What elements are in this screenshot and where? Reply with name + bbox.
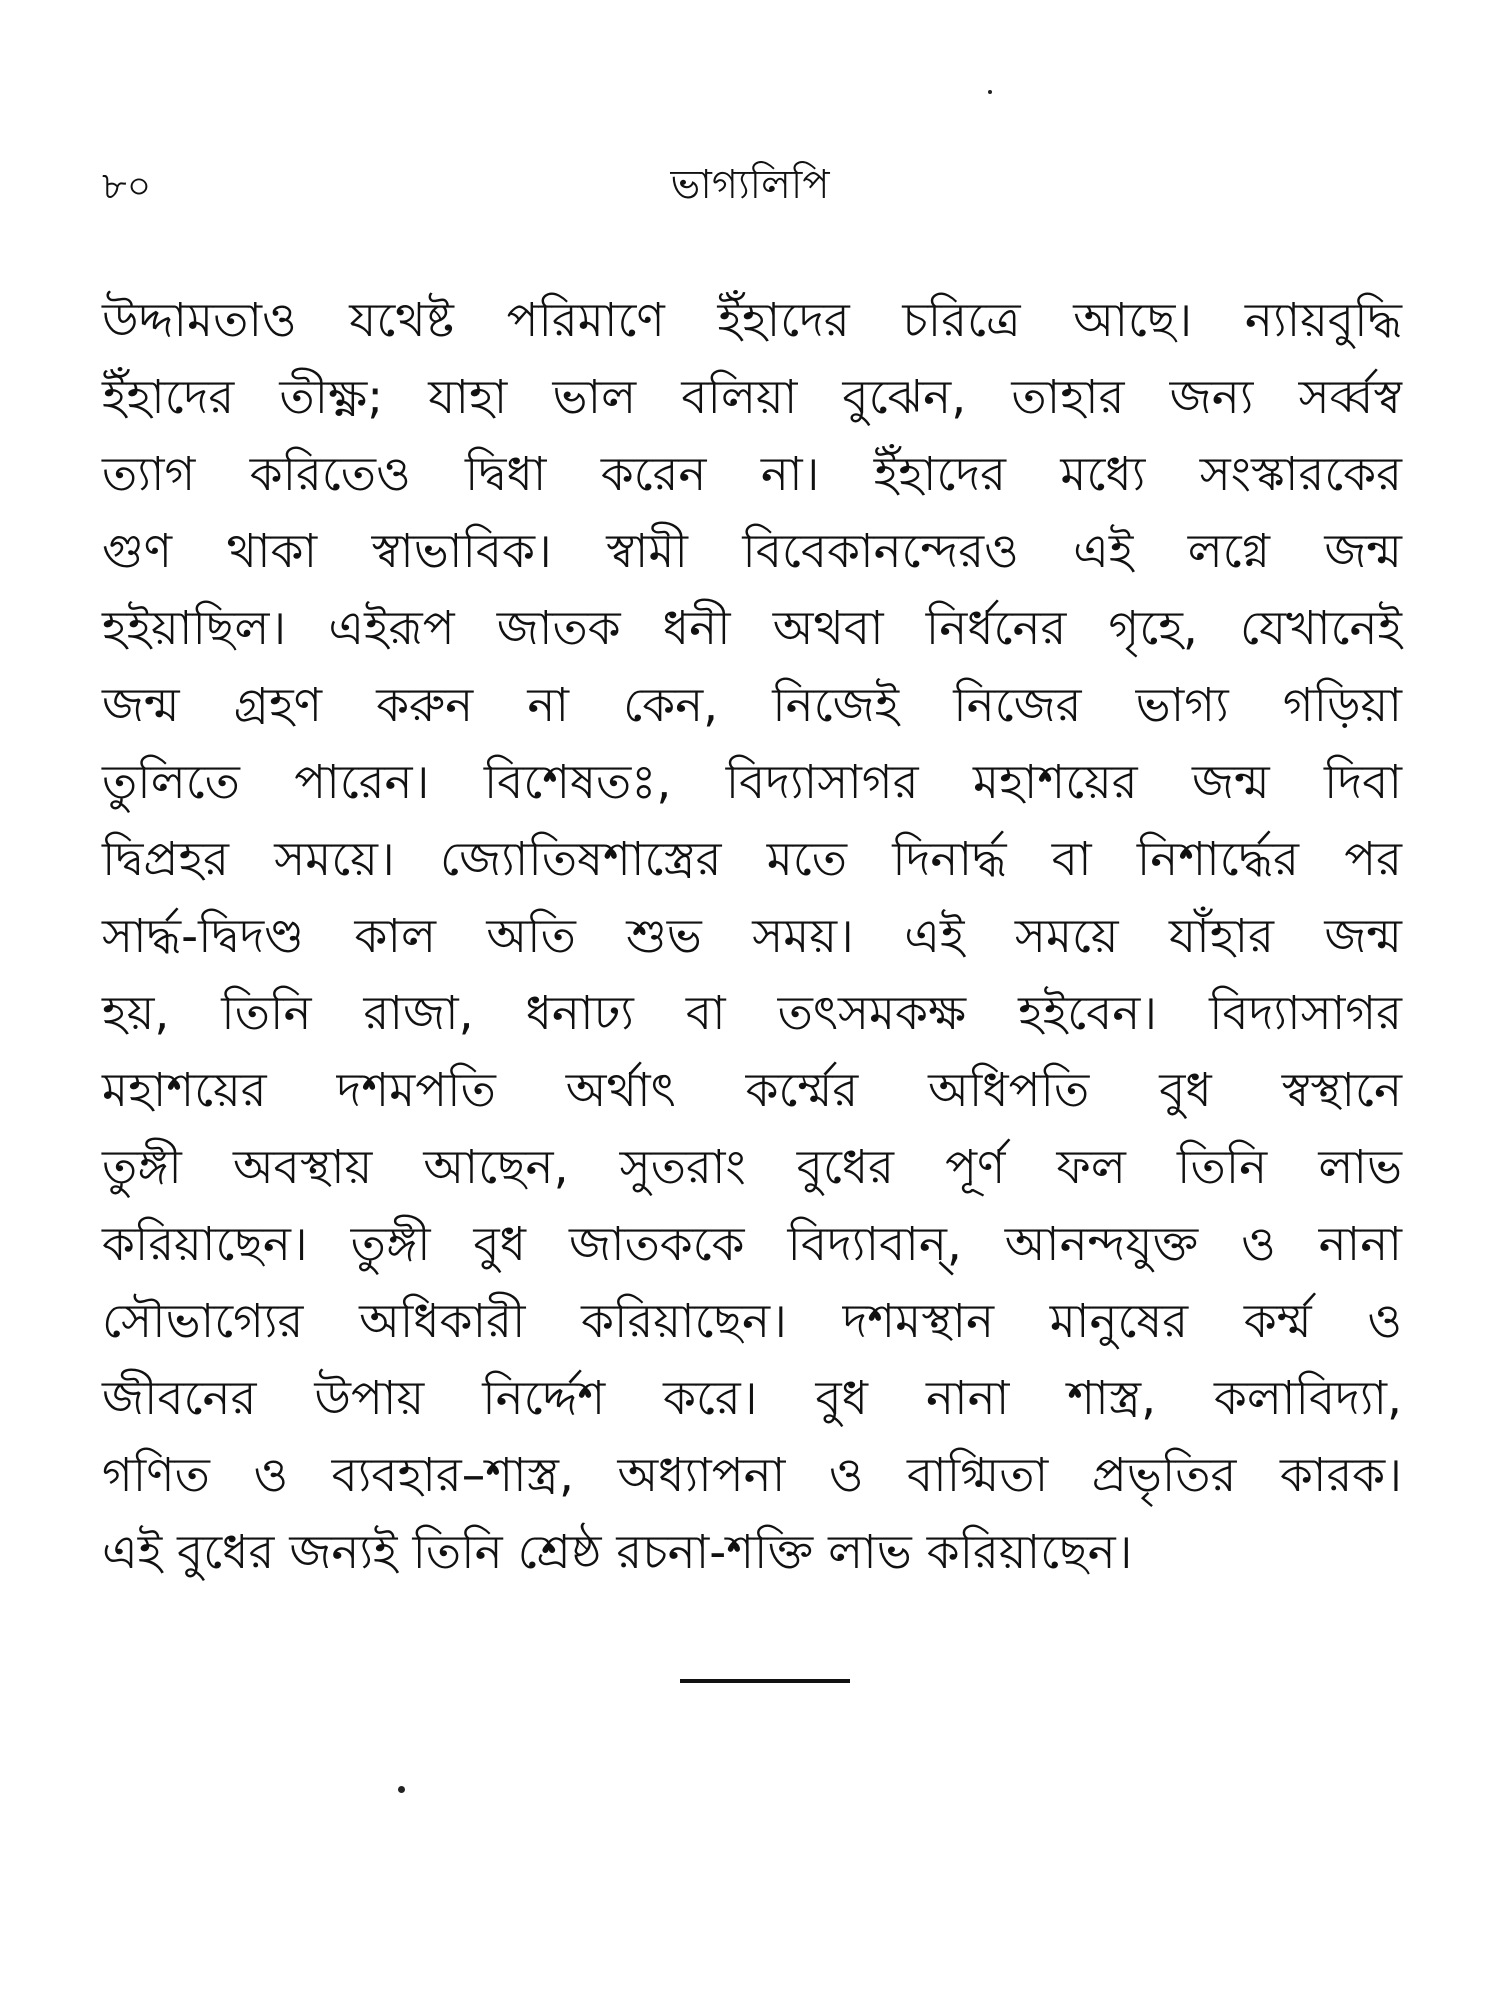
- text-line: দ্বিপ্রহর সময়ে। জ্যোতিষশাস্ত্রের মতে দিনার্দ্ধ বা নিশার্দ্ধের পর: [102, 832, 1402, 887]
- running-title: ভাগ্যলিপি: [670, 162, 830, 208]
- body-paragraph: [102, 282, 1402, 1591]
- text-line: এই বুধের জন্যই তিনি শ্রেষ্ঠ রচনা-শক্তি লাভ করিয়াছেন।: [102, 1525, 1133, 1580]
- text-line: হইয়াছিল। এইরূপ জাতক ধনী অথবা নির্ধনের গৃহে, যেখানেই: [102, 601, 1402, 656]
- text-line: তুলিতে পারেন। বিশেষতঃ, বিদ্যাসাগর মহাশয়ের জন্ম দিবা: [102, 755, 1402, 810]
- text-line: করিয়াছেন। তুঙ্গী বুধ জাতককে বিদ্যাবান্, আনন্দযুক্ত ও নানা: [102, 1217, 1402, 1272]
- text-line: গুণ থাকা স্বাভাবিক। স্বামী বিবেকানন্দেরও এই লগ্নে জন্ম: [102, 524, 1402, 579]
- text-line: তুঙ্গী অবস্থায় আছেন, সুতরাং বুধের পূর্ণ ফল তিনি লাভ: [102, 1140, 1402, 1195]
- section-end-rule: [680, 1679, 850, 1683]
- text-line: জীবনের উপায় নির্দ্দেশ করে। বুধ নানা শাস্ত্র, কলাবিদ্যা,: [102, 1371, 1402, 1426]
- print-speck: [398, 1786, 405, 1793]
- text-line: ত্যাগ করিতেও দ্বিধা করেন না। ইঁহাদের মধ্যে সংস্কারকের: [102, 447, 1402, 502]
- text-line: মহাশয়ের দশমপতি অর্থাৎ কর্ম্মের অধিপতি বুধ স্বস্থানে: [102, 1063, 1402, 1118]
- page-number: ৮০: [102, 164, 152, 208]
- text-line: ইঁহাদের তীক্ষ্ণ; যাহা ভাল বলিয়া বুঝেন, তাহার জন্য সর্ব্বস্ব: [102, 370, 1402, 425]
- print-speck: [988, 90, 992, 94]
- text-line: সৌভাগ্যের অধিকারী করিয়াছেন। দশমস্থান মানুষের কর্ম্ম ও: [102, 1294, 1402, 1349]
- text-line: জন্ম গ্রহণ করুন না কেন, নিজেই নিজের ভাগ্য গড়িয়া: [102, 678, 1402, 733]
- text-line: সার্দ্ধ-দ্বিদণ্ড কাল অতি শুভ সময়। এই সময়ে যাঁহার জন্ম: [102, 909, 1402, 964]
- text-line: হয়, তিনি রাজা, ধনাঢ্য বা তৎসমকক্ষ হইবেন। বিদ্যাসাগর: [102, 986, 1402, 1041]
- text-line: উদ্দামতাও যথেষ্ট পরিমাণে ইঁহাদের চরিত্রে আছে। ন্যায়বুদ্ধি: [102, 293, 1402, 348]
- text-line: গণিত ও ব্যবহার–শাস্ত্র, অধ্যাপনা ও বাগ্মিতা প্রভৃতির কারক।: [102, 1448, 1402, 1503]
